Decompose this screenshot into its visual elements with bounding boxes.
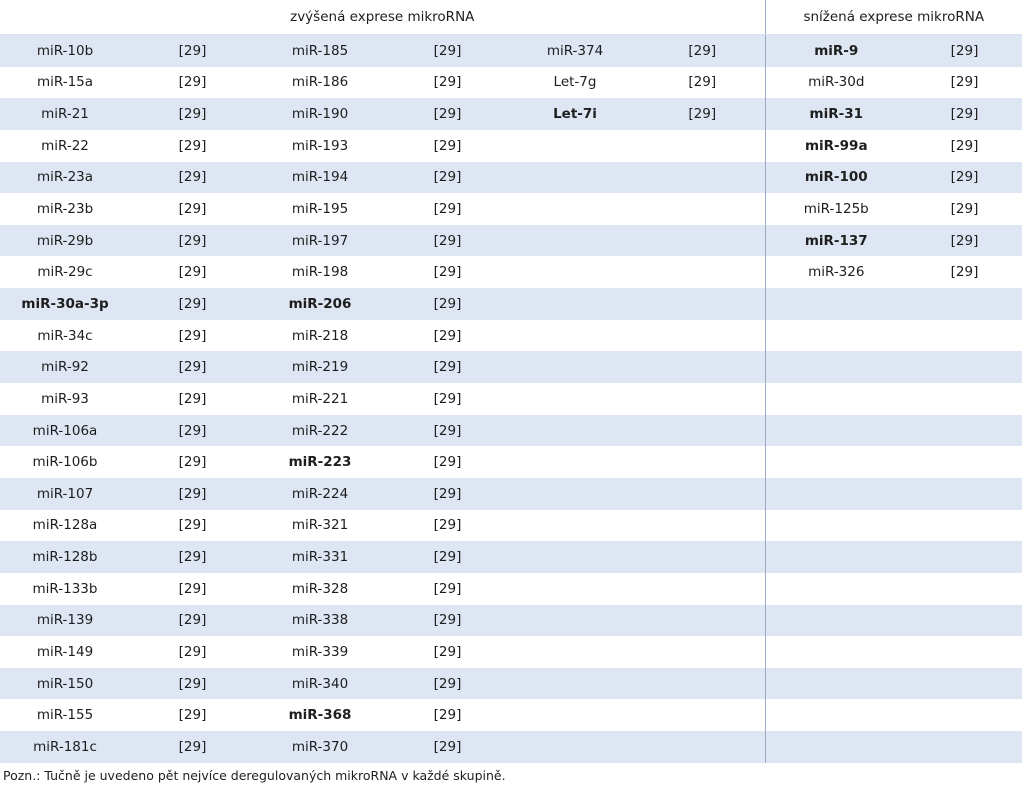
reference-cell: [29]	[907, 98, 1022, 130]
mirna-name-cell	[510, 225, 640, 257]
reference-cell	[907, 288, 1022, 320]
table-header-row	[0, 0, 1022, 35]
mirna-name-cell: miR-128b	[0, 541, 130, 573]
mirna-name-cell: miR-30a-3p	[0, 288, 130, 320]
reference-cell: [29]	[385, 541, 510, 573]
mirna-name-cell: miR-218	[255, 320, 385, 352]
mirna-name-cell	[765, 415, 907, 447]
reference-cell	[640, 130, 765, 162]
mirna-name-cell	[510, 731, 640, 763]
mirna-name-cell: miR-339	[255, 636, 385, 668]
mirna-name-cell	[510, 478, 640, 510]
mirna-name-cell	[765, 731, 907, 763]
mirna-name-cell: miR-22	[0, 130, 130, 162]
reference-cell: [29]	[640, 35, 765, 67]
mirna-name-cell: miR-92	[0, 351, 130, 383]
reference-cell: [29]	[130, 193, 255, 225]
reference-cell	[640, 478, 765, 510]
table-row	[0, 130, 1022, 162]
reference-cell: [29]	[130, 162, 255, 194]
mirna-name-cell: miR-21	[0, 98, 130, 130]
table-row	[0, 636, 1022, 668]
reference-cell: [29]	[130, 98, 255, 130]
table-row	[0, 605, 1022, 637]
mirna-name-cell: miR-198	[255, 256, 385, 288]
table-row	[0, 320, 1022, 352]
mirna-name-cell	[510, 256, 640, 288]
reference-cell: [29]	[130, 256, 255, 288]
table-row	[0, 541, 1022, 573]
mirna-name-cell: miR-106a	[0, 415, 130, 447]
table-row	[0, 383, 1022, 415]
reference-cell: [29]	[385, 699, 510, 731]
reference-cell	[907, 699, 1022, 731]
reference-cell: [29]	[385, 225, 510, 257]
reference-cell	[640, 699, 765, 731]
mirna-name-cell	[510, 193, 640, 225]
mirna-name-cell	[510, 605, 640, 637]
mirna-name-cell: miR-100	[765, 162, 907, 194]
reference-cell: [29]	[130, 510, 255, 542]
mirna-name-cell: Let-7i	[510, 98, 640, 130]
table-body	[0, 35, 1022, 763]
mirna-name-cell	[765, 478, 907, 510]
reference-cell: [29]	[130, 541, 255, 573]
reference-cell: [29]	[907, 130, 1022, 162]
reference-cell: [29]	[907, 35, 1022, 67]
mirna-name-cell: miR-222	[255, 415, 385, 447]
mirna-name-cell: miR-224	[255, 478, 385, 510]
mirna-name-cell: miR-194	[255, 162, 385, 194]
mirna-name-cell: miR-206	[255, 288, 385, 320]
mirna-name-cell	[510, 699, 640, 731]
reference-cell: [29]	[907, 256, 1022, 288]
table-row	[0, 35, 1022, 67]
mirna-name-cell	[765, 668, 907, 700]
mirna-name-cell: miR-23a	[0, 162, 130, 194]
mirna-name-cell: miR-128a	[0, 510, 130, 542]
mirna-name-cell: miR-30d	[765, 67, 907, 99]
mirna-name-cell	[510, 573, 640, 605]
reference-cell: [29]	[385, 415, 510, 447]
mirna-name-cell: miR-106b	[0, 446, 130, 478]
reference-cell: [29]	[385, 35, 510, 67]
mirna-name-cell: miR-155	[0, 699, 130, 731]
reference-cell	[640, 446, 765, 478]
reference-cell: [29]	[907, 162, 1022, 194]
reference-cell: [29]	[907, 225, 1022, 257]
reference-cell: [29]	[385, 510, 510, 542]
table-row	[0, 668, 1022, 700]
mirna-name-cell: miR-331	[255, 541, 385, 573]
mirna-name-cell	[510, 162, 640, 194]
reference-cell	[907, 478, 1022, 510]
reference-cell: [29]	[130, 383, 255, 415]
mirna-name-cell	[765, 605, 907, 637]
reference-cell	[640, 731, 765, 763]
table-row	[0, 225, 1022, 257]
mirna-name-cell	[510, 130, 640, 162]
header-decreased-expression: snížená exprese mikroRNA	[765, 0, 1022, 35]
table-row	[0, 510, 1022, 542]
mirna-name-cell	[765, 510, 907, 542]
mirna-name-cell: miR-190	[255, 98, 385, 130]
reference-cell: [29]	[385, 256, 510, 288]
reference-cell: [29]	[907, 67, 1022, 99]
mirna-name-cell: miR-99a	[765, 130, 907, 162]
mirna-name-cell: miR-9	[765, 35, 907, 67]
mirna-name-cell	[510, 541, 640, 573]
reference-cell	[907, 668, 1022, 700]
mirna-name-cell: miR-186	[255, 67, 385, 99]
mirna-name-cell	[765, 636, 907, 668]
reference-cell: [29]	[130, 605, 255, 637]
reference-cell	[907, 446, 1022, 478]
reference-cell: [29]	[130, 130, 255, 162]
mirna-name-cell	[765, 288, 907, 320]
reference-cell	[907, 605, 1022, 637]
reference-cell: [29]	[130, 415, 255, 447]
reference-cell: [29]	[385, 67, 510, 99]
reference-cell: [29]	[130, 446, 255, 478]
reference-cell: [29]	[130, 636, 255, 668]
reference-cell: [29]	[130, 668, 255, 700]
mirna-name-cell	[765, 573, 907, 605]
mirna-name-cell	[765, 351, 907, 383]
mirna-name-cell: miR-34c	[0, 320, 130, 352]
reference-cell: [29]	[385, 320, 510, 352]
mirna-name-cell: miR-193	[255, 130, 385, 162]
reference-cell	[640, 320, 765, 352]
reference-cell: [29]	[385, 636, 510, 668]
reference-cell	[640, 383, 765, 415]
header-increased-expression: zvýšená exprese mikroRNA	[0, 0, 765, 35]
reference-cell: [29]	[640, 98, 765, 130]
mirna-name-cell: miR-149	[0, 636, 130, 668]
reference-cell: [29]	[130, 35, 255, 67]
mirna-name-cell: miR-223	[255, 446, 385, 478]
reference-cell: [29]	[907, 193, 1022, 225]
mirna-name-cell	[510, 320, 640, 352]
table-row	[0, 731, 1022, 763]
reference-cell: [29]	[385, 193, 510, 225]
reference-cell	[907, 636, 1022, 668]
table-row	[0, 98, 1022, 130]
mirna-name-cell: miR-195	[255, 193, 385, 225]
mirna-name-cell: miR-221	[255, 383, 385, 415]
reference-cell: [29]	[385, 162, 510, 194]
reference-cell: [29]	[130, 731, 255, 763]
reference-cell: [29]	[130, 67, 255, 99]
reference-cell: [29]	[130, 225, 255, 257]
reference-cell	[907, 351, 1022, 383]
mirna-name-cell: miR-370	[255, 731, 385, 763]
reference-cell: [29]	[385, 98, 510, 130]
mirna-name-cell: miR-181c	[0, 731, 130, 763]
table-row	[0, 288, 1022, 320]
reference-cell	[640, 573, 765, 605]
reference-cell	[640, 193, 765, 225]
mirna-name-cell	[510, 446, 640, 478]
mirna-name-cell: miR-93	[0, 383, 130, 415]
mirna-name-cell	[510, 510, 640, 542]
reference-cell	[640, 288, 765, 320]
mirna-name-cell: miR-137	[765, 225, 907, 257]
mirna-name-cell: miR-368	[255, 699, 385, 731]
reference-cell: [29]	[385, 731, 510, 763]
mirna-name-cell: miR-133b	[0, 573, 130, 605]
reference-cell	[640, 225, 765, 257]
reference-cell: [29]	[385, 573, 510, 605]
mirna-name-cell: miR-10b	[0, 35, 130, 67]
mirna-name-cell: miR-150	[0, 668, 130, 700]
reference-cell: [29]	[385, 478, 510, 510]
reference-cell	[907, 415, 1022, 447]
reference-cell	[640, 605, 765, 637]
table-row	[0, 351, 1022, 383]
mirna-name-cell: miR-31	[765, 98, 907, 130]
mirna-name-cell	[510, 351, 640, 383]
mirna-name-cell	[510, 383, 640, 415]
mirna-name-cell	[510, 636, 640, 668]
reference-cell	[907, 510, 1022, 542]
table-row	[0, 446, 1022, 478]
reference-cell	[640, 668, 765, 700]
reference-cell	[640, 162, 765, 194]
reference-cell	[640, 415, 765, 447]
reference-cell	[907, 541, 1022, 573]
mirna-name-cell: miR-326	[765, 256, 907, 288]
mirna-name-cell	[765, 699, 907, 731]
reference-cell	[640, 541, 765, 573]
mirna-name-cell: miR-107	[0, 478, 130, 510]
reference-cell: [29]	[385, 288, 510, 320]
table-row	[0, 699, 1022, 731]
reference-cell: [29]	[130, 351, 255, 383]
mirna-name-cell: miR-197	[255, 225, 385, 257]
mirna-name-cell	[510, 668, 640, 700]
table-row	[0, 415, 1022, 447]
mirna-name-cell: miR-29c	[0, 256, 130, 288]
mirna-name-cell	[765, 383, 907, 415]
mirna-name-cell: miR-374	[510, 35, 640, 67]
mirna-name-cell: miR-328	[255, 573, 385, 605]
mirna-name-cell: miR-139	[0, 605, 130, 637]
reference-cell: [29]	[385, 383, 510, 415]
reference-cell: [29]	[385, 351, 510, 383]
table-row	[0, 162, 1022, 194]
mirna-name-cell: miR-29b	[0, 225, 130, 257]
reference-cell: [29]	[640, 67, 765, 99]
mirna-name-cell	[765, 446, 907, 478]
mirna-name-cell: miR-23b	[0, 193, 130, 225]
table-row	[0, 478, 1022, 510]
reference-cell: [29]	[385, 130, 510, 162]
reference-cell: [29]	[385, 605, 510, 637]
table-row	[0, 67, 1022, 99]
reference-cell	[640, 351, 765, 383]
mirna-name-cell: miR-185	[255, 35, 385, 67]
reference-cell: [29]	[130, 320, 255, 352]
mirna-name-cell	[510, 288, 640, 320]
reference-cell: [29]	[130, 699, 255, 731]
reference-cell	[640, 636, 765, 668]
mirna-name-cell: miR-219	[255, 351, 385, 383]
reference-cell	[640, 510, 765, 542]
reference-cell	[907, 731, 1022, 763]
reference-cell	[640, 256, 765, 288]
reference-cell: [29]	[130, 478, 255, 510]
reference-cell	[907, 383, 1022, 415]
reference-cell: [29]	[130, 288, 255, 320]
reference-cell: [29]	[130, 573, 255, 605]
mirna-name-cell	[765, 320, 907, 352]
reference-cell	[907, 573, 1022, 605]
mirna-name-cell: miR-340	[255, 668, 385, 700]
mirna-name-cell: Let-7g	[510, 67, 640, 99]
mirna-name-cell	[765, 541, 907, 573]
mirna-name-cell: miR-125b	[765, 193, 907, 225]
mirna-name-cell: miR-321	[255, 510, 385, 542]
table-row	[0, 573, 1022, 605]
table-row	[0, 193, 1022, 225]
reference-cell: [29]	[385, 446, 510, 478]
table-footnote: Pozn.: Tučně je uvedeno pět nejvíce deregulovaných mikroRNA v každé skupině.	[3, 768, 506, 783]
table-row	[0, 256, 1022, 288]
mirna-name-cell: miR-338	[255, 605, 385, 637]
mirna-name-cell: miR-15a	[0, 67, 130, 99]
reference-cell: [29]	[385, 668, 510, 700]
mirna-name-cell	[510, 415, 640, 447]
reference-cell	[907, 320, 1022, 352]
